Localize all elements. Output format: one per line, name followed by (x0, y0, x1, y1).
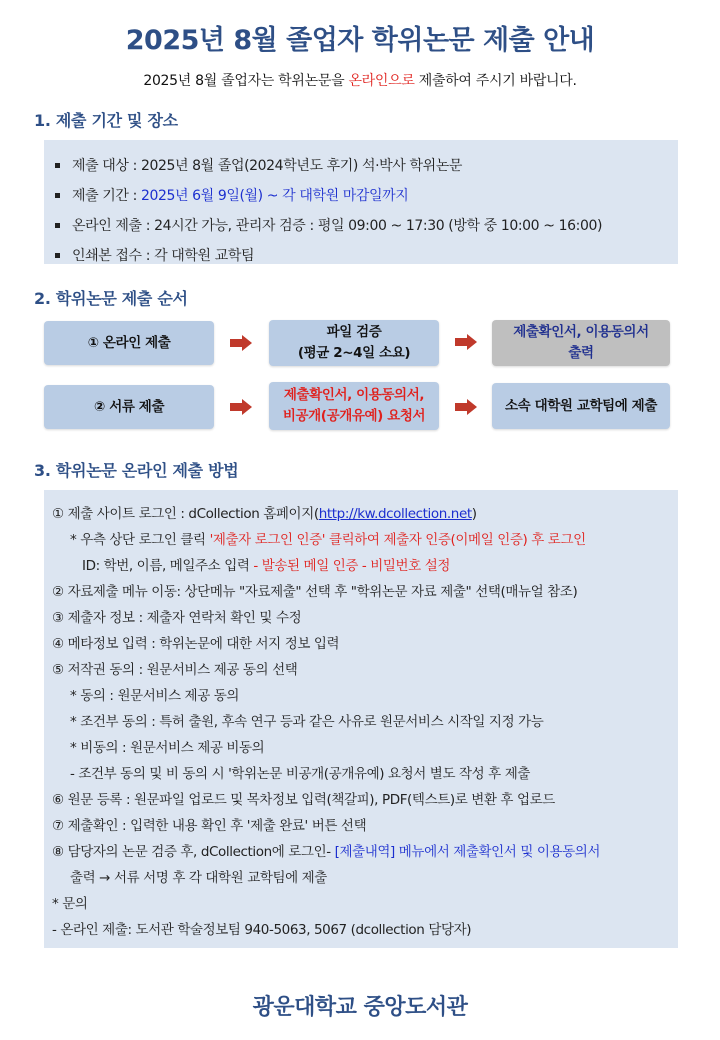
footer-library-name: 광운대학교 중앙도서관 (252, 995, 468, 1020)
flow-print-forms: 제출확인서, 이용동의서 출력 (492, 320, 670, 366)
flow-file-verify: 파일 검증 (평균 2~4일 소요) (269, 320, 439, 366)
id-note: ID: 학번, 이름, 메일주소 입력 - 발송된 메일 인증 - 비밀번호 설정 (82, 558, 450, 574)
period-value: 2025년 6월 9일(월) ~ 각 대학원 마감일까지 (140, 188, 409, 204)
step-4-meta: ④ 메타정보 입력 : 학위논문에 대한 서지 정보 입력 (52, 636, 340, 652)
nondisclosure-note: - 조건부 동의 및 비 동의 시 '학위논문 비공개(공개유예) 요청서 별도 작성 후 제출 (70, 766, 530, 782)
flow-submit-office: 소속 대학원 교학팀에 제출 (492, 383, 670, 429)
consent-note: * 동의 : 원문서비스 제공 동의 (70, 688, 240, 704)
section3-panel (44, 490, 678, 948)
flow-required-docs: 제출확인서, 이용동의서, 비공개(공개유예) 요청서 (269, 382, 439, 430)
intro-text: 2025년 8월 졸업자는 학위논문을 온라인으로 제출하여 주시기 바랍니다. (143, 73, 577, 89)
step-5-copyright: ⑤ 저작권 동의 : 원문서비스 제공 동의 선택 (52, 662, 298, 678)
list-item: 제출 기간 : 2025년 6월 9일(월) ~ 각 대학원 마감일까지 (72, 181, 678, 211)
intro-highlight: 온라인으로 (348, 73, 415, 89)
inquiry-contact: - 온라인 제출: 도서관 학술정보팀 940-5063, 5067 (dcollection 담당자) (52, 922, 472, 938)
section2-heading: 2. 학위논문 제출 순서 (34, 289, 188, 308)
login-note: * 우측 상단 로그인 클릭 '제출자 로그인 인증' 클릭하여 제출자 인증(이메일 인증) 후 로그인 (70, 532, 586, 548)
page-title: 2025년 8월 졸업자 학위논문 제출 안내 (125, 25, 595, 56)
list-item: 온라인 제출 : 24시간 가능, 관리자 검증 : 평일 09:00 ~ 17:30 (방학 중 10:00 ~ 16:00) (72, 211, 678, 241)
step-8-print: 출력 → 서류 서명 후 각 대학원 교학팀에 제출 (70, 870, 327, 886)
section1-heading: 1. 제출 기간 및 장소 (34, 111, 178, 130)
inquiry-label: * 문의 (52, 896, 88, 912)
list-item: 제출 대상 : 2025년 8월 졸업(2024학년도 후기) 석·박사 학위논문 (72, 151, 678, 181)
list-item: 인쇄본 접수 : 각 대학원 교학팀 (72, 241, 678, 271)
nonconsent-note: * 비동의 : 원문서비스 제공 비동의 (70, 740, 265, 756)
flow-document-submit: ② 서류 제출 (44, 385, 214, 429)
step-7-confirm: ⑦ 제출확인 : 입력한 내용 확인 후 '제출 완료' 버튼 선택 (52, 818, 367, 834)
right-arrow-icon (230, 399, 252, 415)
section3-heading: 3. 학위논문 온라인 제출 방법 (34, 461, 239, 480)
flow-online-submit: ① 온라인 제출 (44, 321, 214, 365)
step-8-verify: ⑧ 담당자의 논문 검증 후, dCollection에 로그인- [제출내역] 메뉴에서 제출확인서 및 이용동의서 (52, 844, 601, 860)
step-1-login: ① 제출 사이트 로그인 : dCollection 홈페이지(http://kw.dcollection.net) (52, 506, 477, 522)
conditional-note: * 조건부 동의 : 특허 출원, 후속 연구 등과 같은 사유로 원문서비스 시작일 지정 가능 (70, 714, 544, 730)
dcollection-link[interactable]: http://kw.dcollection.net (318, 506, 472, 522)
right-arrow-icon (455, 399, 477, 415)
right-arrow-icon (455, 334, 477, 350)
right-arrow-icon (230, 335, 252, 351)
step-3-info: ③ 제출자 정보 : 제출자 연락처 확인 및 수정 (52, 610, 302, 626)
step-2-menu: ② 자료제출 메뉴 이동: 상단메뉴 "자료제출" 선택 후 "학위논문 자료 제출" 선택(매뉴얼 참조) (52, 584, 578, 600)
section1-panel (44, 140, 678, 264)
step-6-upload: ⑥ 원문 등록 : 원문파일 업로드 및 목차정보 입력(책갈피), PDF(텍스트)로 변환 후 업로드 (52, 792, 555, 808)
